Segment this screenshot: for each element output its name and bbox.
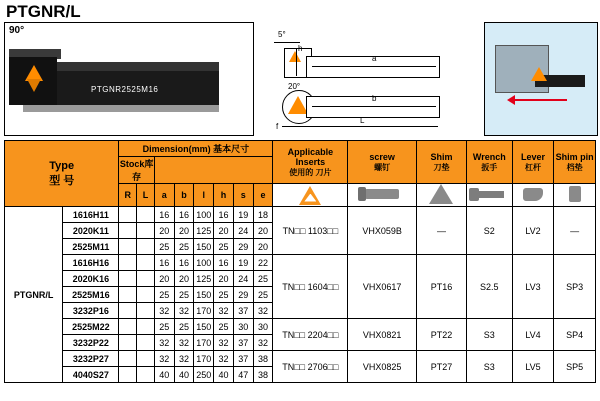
header-wrench-cn: 扳手 xyxy=(481,162,498,172)
dim-l-cell: 125 xyxy=(194,271,214,287)
dim-s-cell: 30 xyxy=(233,319,253,335)
L-dim-line xyxy=(282,126,438,127)
model-cell: 3232P22 xyxy=(63,335,119,351)
header-shim-pin-en: Shim pin xyxy=(555,151,594,162)
series-label: PTGNR/L xyxy=(5,207,63,383)
page-title: PTGNR/L xyxy=(6,2,81,21)
stock-r-cell xyxy=(119,287,137,303)
dim-h-cell: 25 xyxy=(214,319,234,335)
shim-pin-cell: — xyxy=(554,207,596,255)
stock-r-cell xyxy=(119,319,137,335)
lever-cell: LV3 xyxy=(512,255,554,319)
dim-a-cell: 25 xyxy=(154,287,174,303)
dim-s-cell: 19 xyxy=(233,207,253,223)
specification-table xyxy=(4,140,596,383)
header-screw-en: screw xyxy=(369,151,395,162)
icon-screw-cell xyxy=(348,184,417,207)
screw-icon xyxy=(365,189,399,199)
header-dim-l: l xyxy=(194,184,214,207)
model-cell: 3232P27 xyxy=(63,351,119,367)
wrench-cell: S3 xyxy=(466,351,512,383)
dim-a-cell: 20 xyxy=(154,271,174,287)
header-wrench xyxy=(466,141,512,184)
stock-l-cell xyxy=(137,367,155,383)
shim-icon xyxy=(429,184,453,204)
dim-e-cell: 20 xyxy=(253,223,273,239)
header-shim-en: Shim xyxy=(430,151,453,162)
screw-cell: VHX0617 xyxy=(348,255,417,319)
dim-s-cell: 29 xyxy=(233,239,253,255)
dim-b-cell: 32 xyxy=(174,335,194,351)
insert-cell: TN□□ 2706□□ xyxy=(273,351,348,383)
dim-h-cell: 20 xyxy=(214,223,234,239)
dim-a-cell: 32 xyxy=(154,303,174,319)
header-screw xyxy=(348,141,417,184)
stock-r-cell xyxy=(119,335,137,351)
header-inserts-cn: 使用的 刀片 xyxy=(289,167,332,177)
triangular-insert-lower-icon xyxy=(27,79,41,92)
stock-l-cell xyxy=(137,223,155,239)
icon-insert-cell xyxy=(273,184,348,207)
tool-marking-label: PTGNR2525M16 xyxy=(91,85,159,94)
shim-cell: PT22 xyxy=(416,319,466,351)
model-cell: 4040S27 xyxy=(63,367,119,383)
dim-e-cell: 18 xyxy=(253,207,273,223)
dim-h-cell: 32 xyxy=(214,351,234,367)
b-label: b xyxy=(372,94,377,103)
model-cell: 2525M16 xyxy=(63,287,119,303)
stock-r-cell xyxy=(119,223,137,239)
dim-e-cell: 25 xyxy=(253,287,273,303)
angle-5-label: 5° xyxy=(278,30,286,39)
model-cell: 2525M11 xyxy=(63,239,119,255)
dim-h-cell: 32 xyxy=(214,335,234,351)
tool-shadow xyxy=(23,105,219,112)
wrench-icon xyxy=(474,191,504,198)
dim-h-cell: 16 xyxy=(214,207,234,223)
insert-cell: TN□□ 2204□□ xyxy=(273,319,348,351)
stock-l-cell xyxy=(137,319,155,335)
dim-e-cell: 30 xyxy=(253,319,273,335)
stock-r-cell xyxy=(119,351,137,367)
dim-a-cell: 20 xyxy=(154,223,174,239)
dim-e-cell: 32 xyxy=(253,335,273,351)
stock-l-cell xyxy=(137,287,155,303)
dim-b-cell: 25 xyxy=(174,239,194,255)
dim-l-cell: 100 xyxy=(194,255,214,271)
stock-r-cell xyxy=(119,207,137,223)
table-row xyxy=(5,207,596,223)
dim-e-cell: 38 xyxy=(253,351,273,367)
icon-shim-cell xyxy=(416,184,466,207)
insert-icon xyxy=(299,186,321,205)
dim-l-cell: 170 xyxy=(194,303,214,319)
dim-s-cell: 37 xyxy=(233,351,253,367)
L-label: L xyxy=(360,116,365,125)
dim-b-cell: 32 xyxy=(174,303,194,319)
stock-r-cell xyxy=(119,367,137,383)
model-cell: 2525M22 xyxy=(63,319,119,335)
dim-leader-1 xyxy=(274,42,300,43)
application-insert-icon xyxy=(531,67,547,81)
dim-b-cell: 16 xyxy=(174,255,194,271)
shim-pin-cell: SP3 xyxy=(554,255,596,319)
table-row xyxy=(5,351,596,367)
dim-l-cell: 170 xyxy=(194,351,214,367)
dim-b-cell: 16 xyxy=(174,207,194,223)
lever-icon xyxy=(523,188,543,201)
h-dim-line xyxy=(296,48,297,76)
header-inserts-en: Applicable Inserts xyxy=(287,146,334,167)
dim-s-cell: 37 xyxy=(233,335,253,351)
dim-a-cell: 16 xyxy=(154,255,174,271)
header-shim-pin-cn: 档垫 xyxy=(566,162,583,172)
dim-l-cell: 100 xyxy=(194,207,214,223)
wrench-cell: S3 xyxy=(466,319,512,351)
stock-l-cell xyxy=(137,303,155,319)
header-stock: Stock库存 xyxy=(119,157,154,184)
header-lever-cn: 杠杆 xyxy=(524,162,541,172)
header-shim-pin xyxy=(554,141,596,184)
dim-l-cell: 170 xyxy=(194,335,214,351)
table-row xyxy=(5,255,596,271)
header-type xyxy=(5,141,119,207)
dim-b-cell: 20 xyxy=(174,271,194,287)
dim-s-cell: 47 xyxy=(233,367,253,383)
tool-photo-panel xyxy=(4,22,254,136)
shim-cell: — xyxy=(416,207,466,255)
dim-b-cell: 20 xyxy=(174,223,194,239)
dim-s-cell: 29 xyxy=(233,287,253,303)
dim-h-cell: 20 xyxy=(214,271,234,287)
header-dimension: Dimension(mm) 基本尺寸 xyxy=(119,141,273,157)
dim-h-cell: 40 xyxy=(214,367,234,383)
dim-e-cell: 22 xyxy=(253,255,273,271)
dim-e-cell: 32 xyxy=(253,303,273,319)
dim-b-cell: 25 xyxy=(174,287,194,303)
dim-s-cell: 37 xyxy=(233,303,253,319)
header-screw-cn: 螺钉 xyxy=(374,162,391,172)
stock-l-cell xyxy=(137,239,155,255)
header-dim-s: s xyxy=(233,184,253,207)
model-cell: 3232P16 xyxy=(63,303,119,319)
dim-a-cell: 40 xyxy=(154,367,174,383)
header-dim-a: a xyxy=(154,184,174,207)
dim-a-cell: 32 xyxy=(154,335,174,351)
header-wrench-en: Wrench xyxy=(472,151,506,162)
a-label: a xyxy=(372,54,377,63)
dimension-drawing-panel xyxy=(256,22,480,134)
dim-a-cell: 25 xyxy=(154,319,174,335)
top-view-insert-icon xyxy=(288,96,308,114)
dim-b-cell: 32 xyxy=(174,351,194,367)
stock-l-cell xyxy=(137,207,155,223)
dim-l-cell: 125 xyxy=(194,223,214,239)
insert-cell: TN□□ 1103□□ xyxy=(273,207,348,255)
table-row xyxy=(5,319,596,335)
dim-h-cell: 32 xyxy=(214,303,234,319)
header-dim-spacer xyxy=(154,157,273,184)
a-dim-line xyxy=(312,66,436,67)
lever-cell: LV5 xyxy=(512,351,554,383)
dim-l-cell: 250 xyxy=(194,367,214,383)
dim-l-cell: 150 xyxy=(194,287,214,303)
header-dim-e: e xyxy=(253,184,273,207)
header-shim-cn: 刀垫 xyxy=(433,162,450,172)
dim-l-cell: 150 xyxy=(194,319,214,335)
model-cell: 1616H16 xyxy=(63,255,119,271)
model-cell: 2020K16 xyxy=(63,271,119,287)
screw-cell: VHX0825 xyxy=(348,351,417,383)
dim-e-cell: 20 xyxy=(253,239,273,255)
stock-l-cell xyxy=(137,255,155,271)
stock-l-cell xyxy=(137,335,155,351)
dim-s-cell: 24 xyxy=(233,271,253,287)
dim-b-cell: 40 xyxy=(174,367,194,383)
application-illustration-panel xyxy=(484,22,598,136)
icon-wrench-cell xyxy=(466,184,512,207)
header-stock-r: R xyxy=(119,184,137,207)
stock-r-cell xyxy=(119,255,137,271)
header-type-en: Type xyxy=(49,159,75,172)
dim-s-cell: 19 xyxy=(233,255,253,271)
wrench-cell: S2.5 xyxy=(466,255,512,319)
dim-a-cell: 32 xyxy=(154,351,174,367)
header-dim-b: b xyxy=(174,184,194,207)
stock-r-cell xyxy=(119,303,137,319)
screw-cell: VHX0821 xyxy=(348,319,417,351)
shim-pin-icon xyxy=(569,186,581,202)
feed-direction-arrow-icon xyxy=(515,99,567,101)
dim-a-cell: 25 xyxy=(154,239,174,255)
stock-r-cell xyxy=(119,271,137,287)
dim-e-cell: 25 xyxy=(253,271,273,287)
shim-cell: PT27 xyxy=(416,351,466,383)
lever-cell: LV4 xyxy=(512,319,554,351)
b-dim-line xyxy=(312,106,436,107)
header-stock-l: L xyxy=(137,184,155,207)
header-dim-h: h xyxy=(214,184,234,207)
dim-l-cell: 150 xyxy=(194,239,214,255)
shim-cell: PT16 xyxy=(416,255,466,319)
f-label: f xyxy=(276,122,279,131)
dim-h-cell: 25 xyxy=(214,239,234,255)
screw-cell: VHX059B xyxy=(348,207,417,255)
h-label-side: h xyxy=(298,44,303,53)
header-type-cn: 型 号 xyxy=(49,174,75,187)
stock-r-cell xyxy=(119,239,137,255)
dim-a-cell: 16 xyxy=(154,207,174,223)
approach-angle-label: 90° xyxy=(9,25,25,36)
dim-e-cell: 38 xyxy=(253,367,273,383)
wrench-cell: S2 xyxy=(466,207,512,255)
icon-lever-cell xyxy=(512,184,554,207)
stock-l-cell xyxy=(137,271,155,287)
header-lever-en: Lever xyxy=(520,151,545,162)
dim-s-cell: 24 xyxy=(233,223,253,239)
shim-pin-cell: SP5 xyxy=(554,351,596,383)
header-shim xyxy=(416,141,466,184)
header-lever xyxy=(512,141,554,184)
insert-cell: TN□□ 1604□□ xyxy=(273,255,348,319)
model-cell: 1616H11 xyxy=(63,207,119,223)
dim-h-cell: 16 xyxy=(214,255,234,271)
angle-20-label: 20° xyxy=(288,82,301,91)
dim-b-cell: 25 xyxy=(174,319,194,335)
header-inserts xyxy=(273,141,348,184)
lever-cell: LV2 xyxy=(512,207,554,255)
icon-pin-cell xyxy=(554,184,596,207)
model-cell: 2020K11 xyxy=(63,223,119,239)
shim-pin-cell: SP4 xyxy=(554,319,596,351)
stock-l-cell xyxy=(137,351,155,367)
dim-h-cell: 25 xyxy=(214,287,234,303)
